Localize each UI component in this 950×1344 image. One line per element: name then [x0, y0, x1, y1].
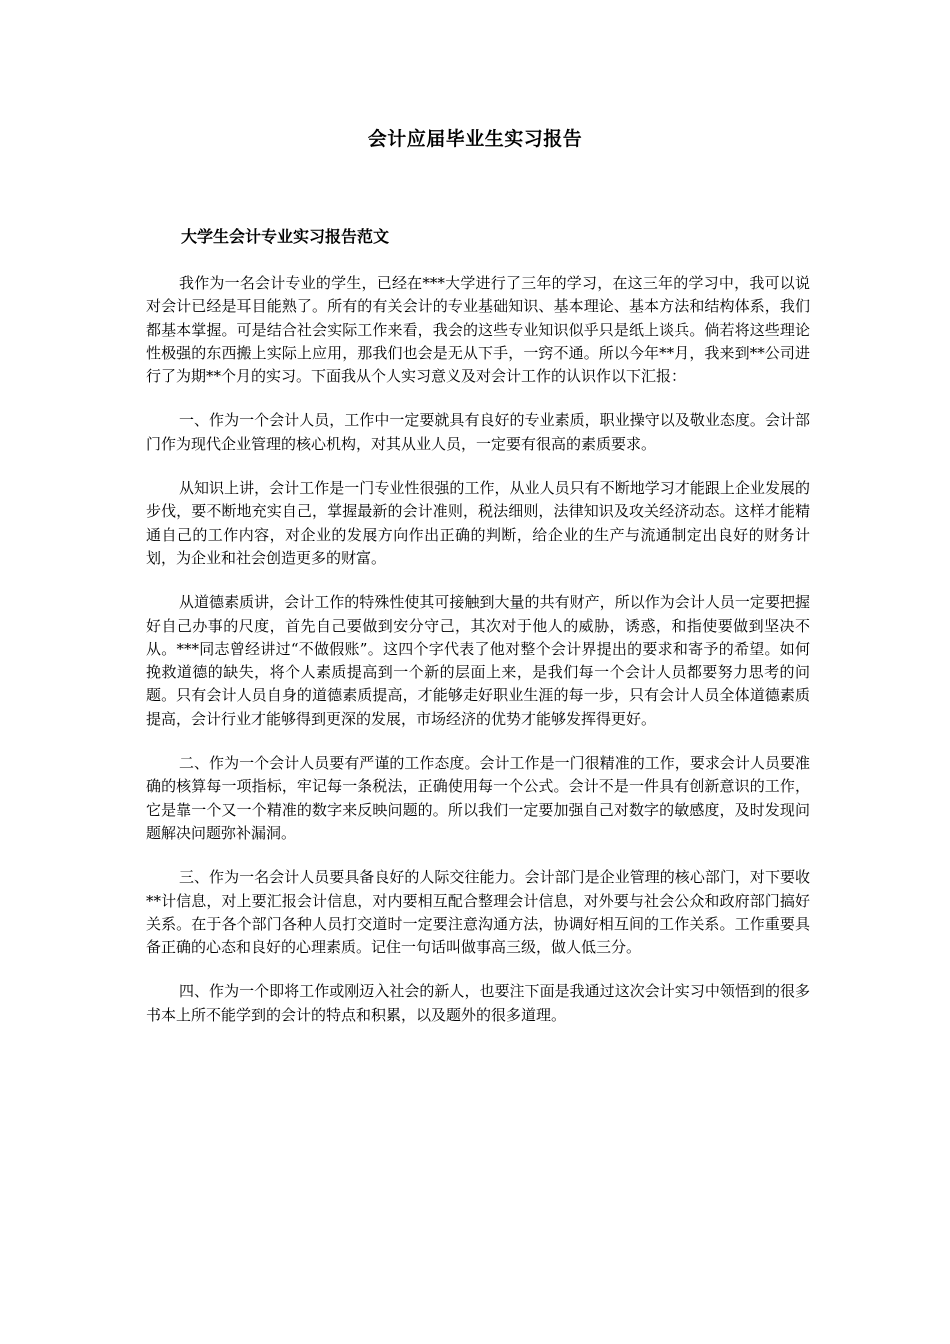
paragraph-intro: 我作为一名会计专业的学生，已经在***大学进行了三年的学习，在这三年的学习中，我可以说对会计已经是耳目能熟了。所有的有关会计的专业基础知识、基本理论、基本方法和结构体系，我们都基本掌握。可是结合社会实际工作来看，我会的这些专业知识似乎只是纸上谈兵。倘若将这些理论性极强的东西搬上实际上应用，那我们也会是无从下手，一窍不通。所以今年**月，我来到**公司进行了为期**个月的实习。下面我从个人实习意义及对会计工作的认识作以下汇报： [146, 274, 810, 386]
paragraph-point-two: 二、作为一个会计人员要有严谨的工作态度。会计工作是一门很精准的工作，要求会计人员要准确的核算每一项指标，牢记每一条税法，正确使用每一个公式。会计不是一件具有创新意识的工作，它是靠一个又一个精准的数字来反映问题的。所以我们一定要加强自己对数字的敏感度，及时发现问题解决问题弥补漏洞。 [146, 754, 810, 842]
document-title: 会计应届毕业生实习报告 [367, 128, 583, 150]
document-body [146, 272, 810, 1048]
document-subtitle: 大学生会计专业实习报告范文 [181, 227, 390, 246]
paragraph-point-one: 一、作为一个会计人员，工作中一定要就具有良好的专业素质，职业操守以及敬业态度。会计部门作为现代企业管理的核心机构，对其从业人员，一定要有很高的素质要求。 [146, 411, 810, 453]
paragraph-ethics: 从道德素质讲，会计工作的特殊性使其可接触到大量的共有财产，所以作为会计人员一定要把握好自己办事的尺度，首先自己要做到安分守己，其次对于他人的威胁，诱惑，和指使要做到坚决不从。***同志曾经讲过“不做假账”。这四个字代表了他对整个会计界提出的要求和寄予的希望。如何挽救道德的缺失，将个人素质提高到一个新的层面上来，是我们每一个会计人员都要努力思考的问题。只有会计人员自身的道德素质提高，才能够走好职业生涯的每一步，只有会计人员全体道德素质提高，会计行业才能够得到更深的发展，市场经济的优势才能够发挥得更好。 [146, 593, 810, 728]
paragraph-knowledge: 从知识上讲，会计工作是一门专业性很强的工作，从业人员只有不断地学习才能跟上企业发展的步伐，要不断地充实自己，掌握最新的会计准则，税法细则，法律知识及攻关经济动态。这样才能精通自己的工作内容，对企业的发展方向作出正确的判断，给企业的生产与流通制定出良好的财务计划，为企业和社会创造更多的财富。 [146, 479, 810, 567]
paragraph-point-four: 四、作为一个即将工作或刚迈入社会的新人，也要注下面是我通过这次会计实习中领悟到的很多书本上所不能学到的会计的特点和积累，以及题外的很多道理。 [146, 982, 810, 1024]
paragraph-point-three: 三、作为一名会计人员要具备良好的人际交往能力。会计部门是企业管理的核心部门，对下要收**计信息，对上要汇报会计信息，对内要相互配合整理会计信息，对外要与社会公众和政府部门搞好关系。在于各个部门各种人员打交道时一定要注意沟通方法，协调好相互间的工作关系。工作重要具备正确的心态和良好的心理素质。记住一句话叫做事高三级，做人低三分。 [146, 868, 810, 957]
